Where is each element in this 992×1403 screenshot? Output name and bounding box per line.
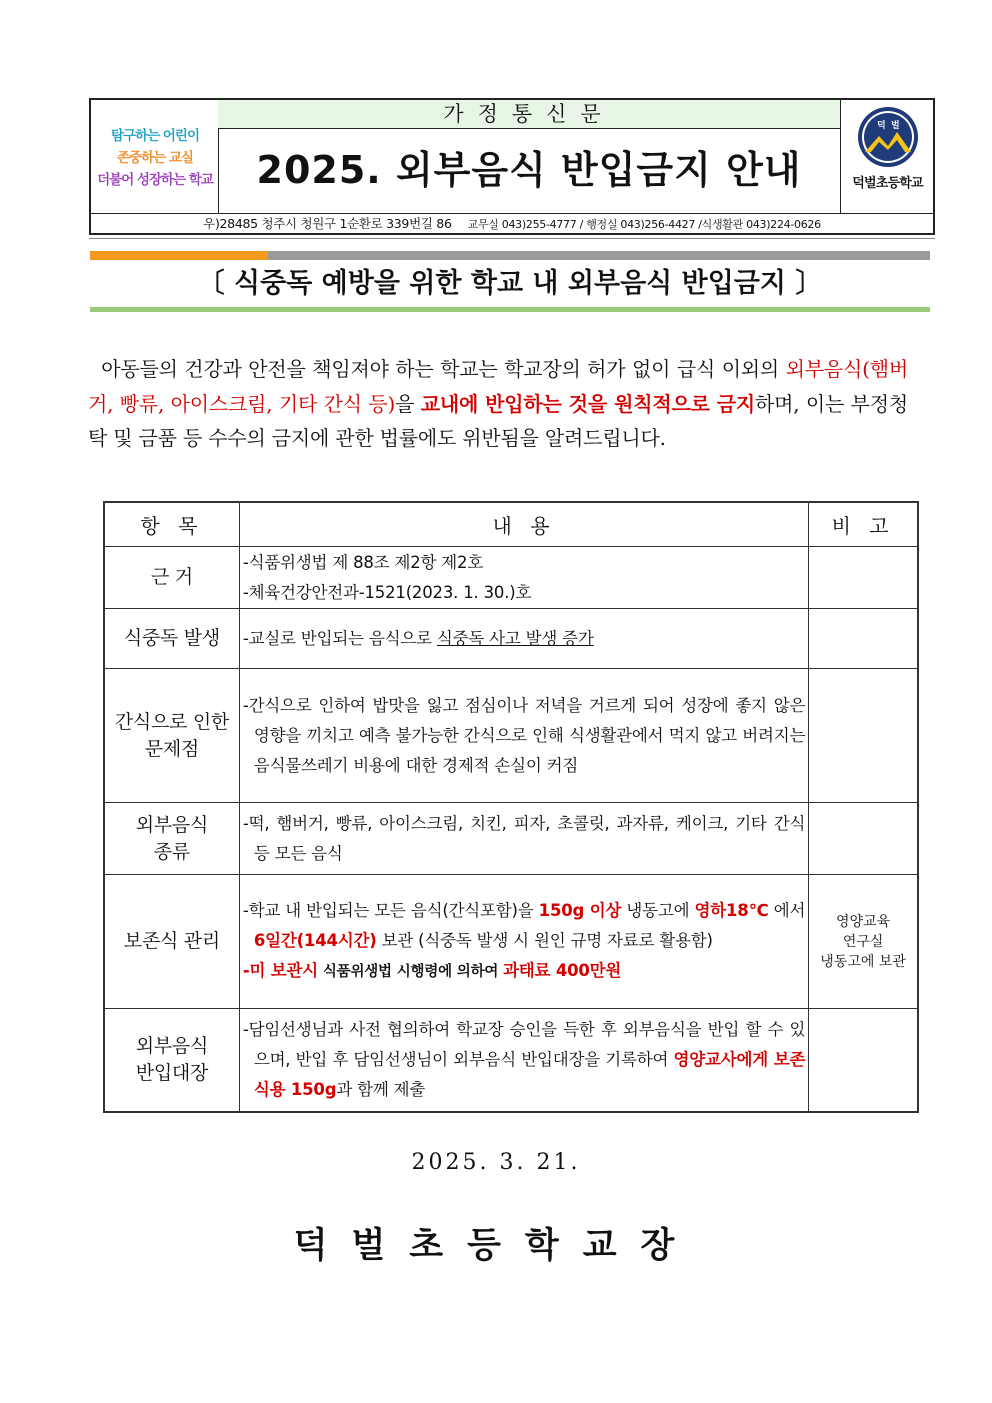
row-note — [809, 803, 918, 875]
row-note — [809, 669, 918, 803]
row-category: 식중독 발생 — [104, 609, 239, 669]
row-note — [809, 609, 918, 669]
school-name: 덕벌초등학교 — [852, 176, 923, 191]
ledger-t3: 과 함께 제출 — [336, 1079, 426, 1099]
info-table — [103, 501, 919, 1113]
row-category — [104, 803, 239, 875]
ledger-text — [243, 1015, 805, 1105]
header-content: 내 용 — [239, 502, 808, 547]
motto-panel — [91, 100, 219, 213]
school-address: 우)28485 청주시 청원구 1순환로 339번길 86 — [203, 216, 452, 231]
category-line-1: 외부음식 — [135, 813, 209, 836]
emblem-letter-2: 벌 — [891, 121, 900, 131]
penalty-line — [243, 956, 805, 987]
school-phones: 교무실 043)255-4777 / 행정실 043)256-4427 /식생활관 043)224-0626 — [467, 218, 821, 231]
row-content — [239, 547, 808, 609]
table-row — [104, 547, 918, 609]
banner-bracket-close: 〕 — [795, 268, 823, 299]
row-content — [239, 875, 808, 1009]
header-note: 비 고 — [809, 502, 918, 547]
intro-text-3: 하며, 이는 부정청탁 및 금품 등 수수의 금지에 관한 법률에도 위반됨을 알려드립니다. — [88, 391, 909, 450]
poisoning-text: -교실로 반입되는 음식으로 — [242, 628, 437, 648]
intro-food-list: 외부음식(햄버거, 빵류, 아이스크림, 기타 간식 등) — [88, 357, 908, 416]
letterhead — [89, 98, 935, 235]
issue-date: 2025. 3. 21. — [411, 1150, 581, 1175]
preserve-t1: -학교 내 반입되는 모든 음식(간식포함)을 — [242, 901, 539, 920]
preserve-t7: 보관 (식중독 발생 시 원인 규명 자료로 활용함) — [376, 931, 713, 950]
category-line-2: 종류 — [153, 840, 190, 863]
signature: 덕벌초등학교장 — [293, 1225, 699, 1266]
row-category: 보존식 관리 — [104, 875, 239, 1009]
note-line-3: 냉동고에 보관 — [820, 953, 906, 970]
header-item: 항 목 — [104, 502, 239, 547]
table-row — [104, 875, 918, 1009]
contact-line — [91, 213, 933, 234]
document-category: 가정통신문 — [218, 100, 840, 129]
row-note — [809, 1009, 918, 1112]
intro-text-2: 을 — [395, 391, 421, 416]
banner-bracket-open: 〔 — [197, 268, 225, 299]
page-title: 2025. 외부음식 반입금지 안내 — [256, 148, 802, 192]
category-line-2: 문제점 — [144, 737, 199, 760]
problems-text: -간식으로 인하여 밥맛을 잃고 점심이나 저녁을 거르게 되어 성장에 좋지 않은 영향을 끼치고 예측 불가능한 간식으로 인해 식생활관에서 먹지 않고 버려지는 음식물쓰레기 비용에 대한 경제적 손실이 커짐 — [242, 695, 806, 775]
row-note — [809, 547, 918, 609]
preserve-t3: 냉동고에 — [621, 901, 695, 920]
intro-text-1: 아동들의 건강과 안전을 책임져야 하는 학교는 학교장의 허가 없이 급식 이외의 — [101, 357, 786, 381]
motto-line-3: 더불어 성장하는 학교 — [97, 172, 213, 188]
row-category — [104, 1009, 239, 1112]
intro-paragraph — [88, 352, 908, 456]
banner-title: 식중독 예방을 위한 학교 내 외부음식 반입금지 — [234, 268, 786, 299]
penalty-amount: 과태료 400만원 — [503, 961, 622, 980]
types-text: -떡, 햄버거, 빵류, 아이스크림, 치킨, 피자, 초콜릿, 과자류, 케이크, 기타 간식 등 모든 음식 — [242, 813, 806, 863]
school-emblem-icon — [857, 106, 919, 168]
penalty-law: 식품위생법 시행령에 의하여 — [317, 964, 504, 980]
penalty-label: -미 보관시 — [242, 961, 318, 980]
emblem-letter-1: 덕 — [877, 121, 886, 131]
table-row — [104, 803, 918, 875]
preserve-duration: 6일간(144시간) — [253, 931, 377, 950]
table-row — [104, 669, 918, 803]
intro-prohibition: 교내에 반입하는 것을 원칙적으로 금지 — [420, 391, 756, 416]
accent-bar-gray — [268, 251, 930, 260]
school-logo-panel — [840, 100, 934, 213]
motto-line-2: 존중하는 교실 — [117, 150, 193, 166]
preserve-t5: 에서 — [768, 901, 806, 920]
ledger-emphasis: 영양교사에게 보존식용 150g — [253, 1049, 806, 1099]
category-line-2: 반입대장 — [135, 1061, 209, 1084]
row-note — [809, 875, 918, 1009]
section-banner — [90, 260, 930, 312]
divider-line — [89, 238, 935, 239]
table-row — [104, 609, 918, 669]
row-content — [239, 669, 808, 803]
table-row — [104, 1009, 918, 1112]
table-header-row — [104, 502, 918, 547]
basis-line-2: -체육건강안전과-1521(2023. 1. 30.)호 — [242, 582, 532, 602]
ledger-t1: -담임선생님과 사전 협의하여 학교장 승인을 득한 후 외부음식을 반입 할 수 있으며, 반입 후 담임선생님이 외부음식 반입대장을 기록하여 — [242, 1019, 806, 1069]
category-line-1: 외부음식 — [135, 1034, 209, 1057]
row-content — [239, 609, 808, 669]
note-line-2: 연구실 — [842, 933, 884, 950]
poisoning-emphasis: 식중독 사고 발생 증가 — [436, 628, 594, 648]
preserve-amount: 150g 이상 — [538, 901, 622, 920]
row-content — [239, 1009, 808, 1112]
basis-line-1: -식품위생법 제 88조 제2항 제2호 — [242, 552, 484, 572]
category-line-1: 간식으로 인한 — [114, 710, 229, 733]
row-category — [104, 669, 239, 803]
motto-line-1: 탐구하는 어린이 — [111, 128, 199, 144]
row-category: 근 거 — [104, 547, 239, 609]
accent-bar-orange — [90, 251, 268, 260]
note-line-1: 영양교육 — [836, 913, 891, 930]
preserve-text — [243, 896, 805, 956]
row-content — [239, 803, 808, 875]
preserve-temp: 영하18℃ — [694, 901, 769, 920]
